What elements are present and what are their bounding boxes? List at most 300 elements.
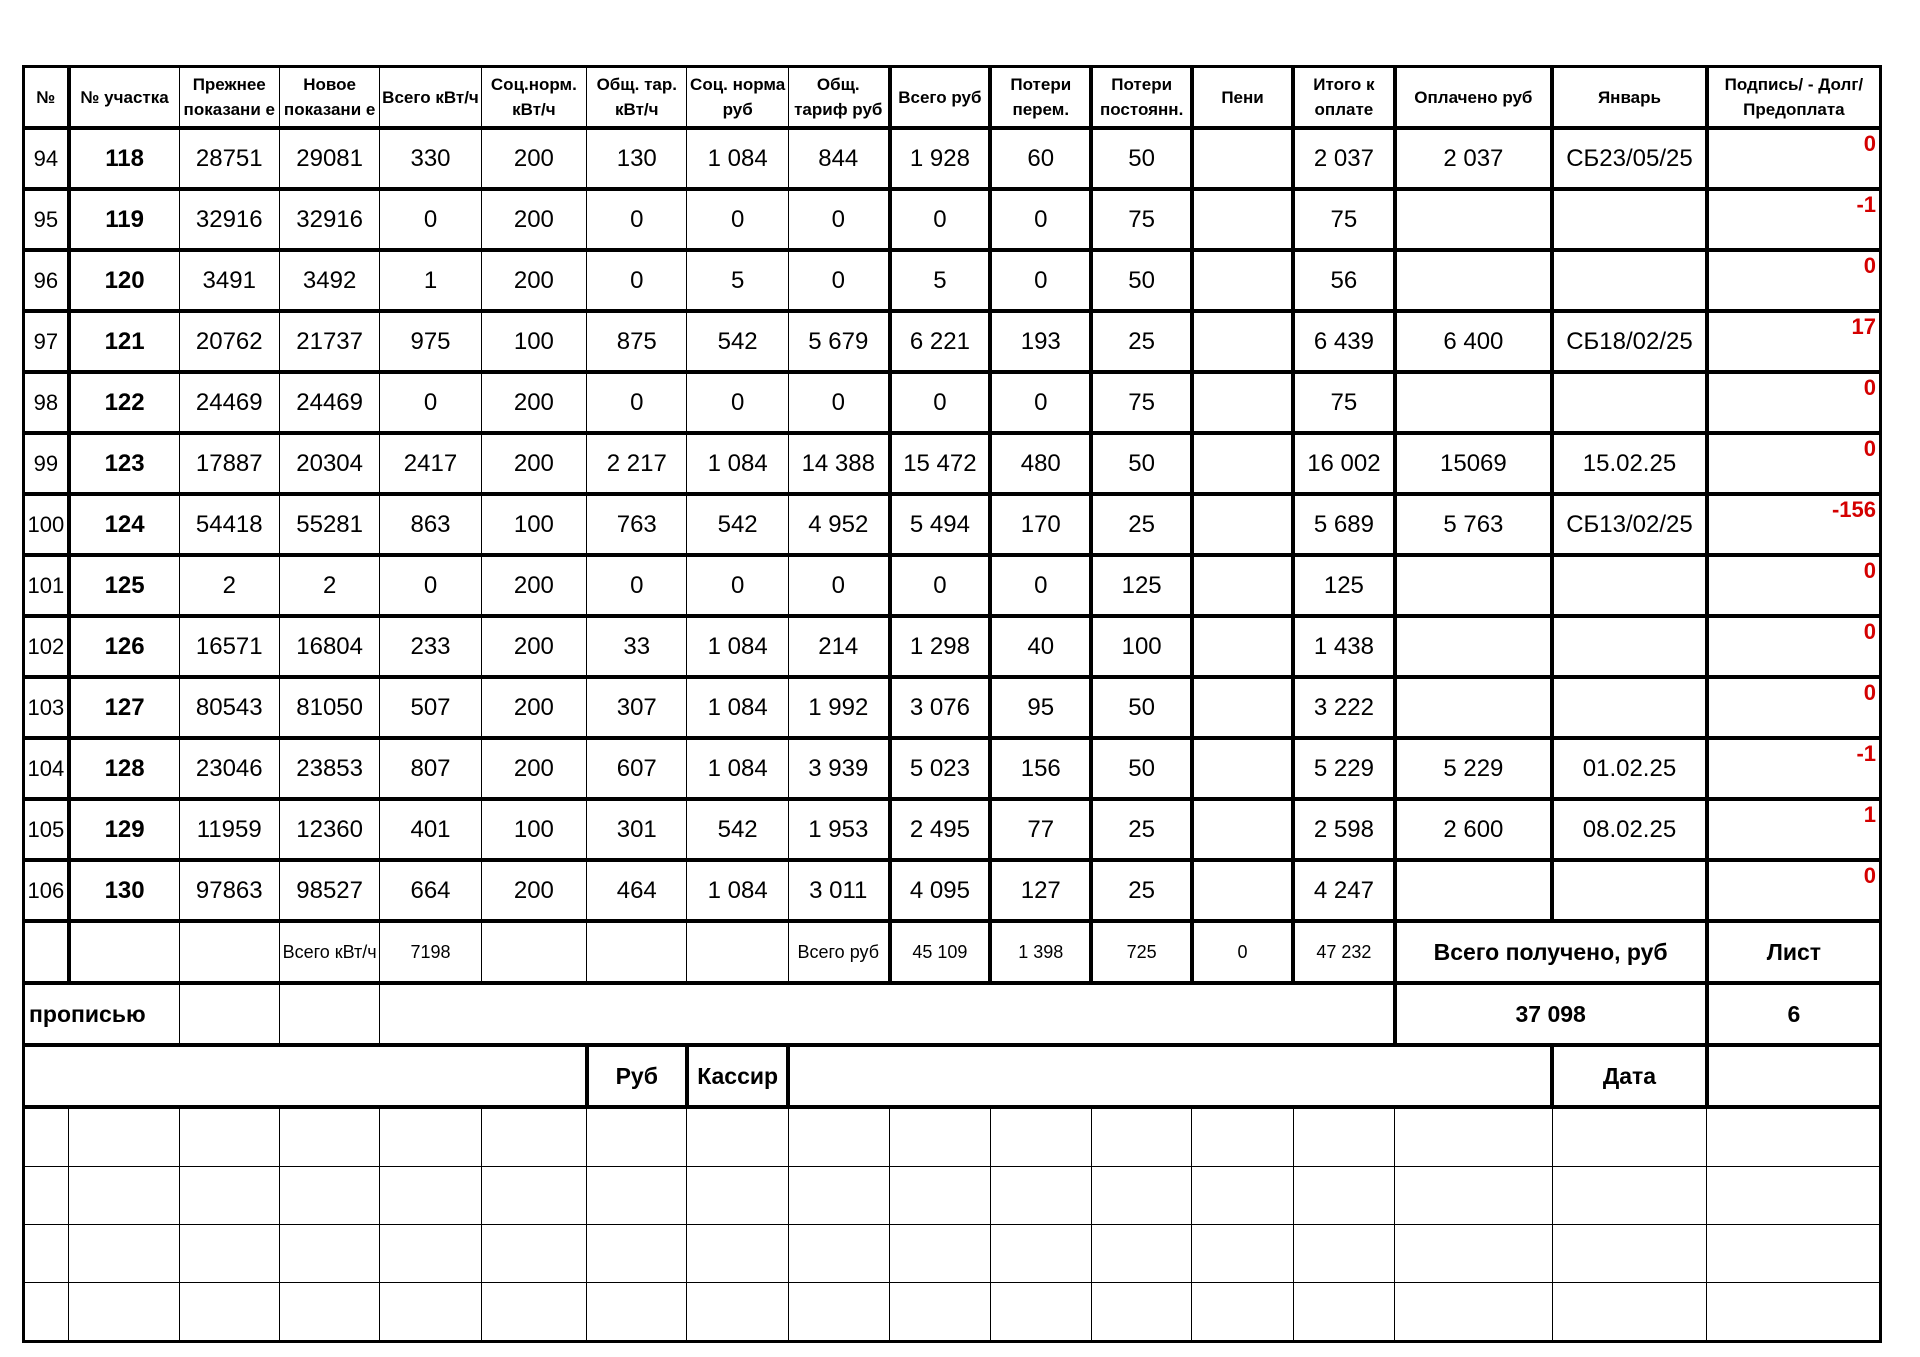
cell-gen-rub: 1 992 <box>788 677 889 738</box>
cell-loss-const: 50 <box>1091 128 1191 189</box>
balance-value: -1 <box>1856 192 1876 217</box>
empty-row <box>24 1225 1881 1283</box>
cashier-label: Кассир <box>687 1045 788 1107</box>
cell-penalty <box>1192 433 1293 494</box>
cell-balance <box>1707 738 1881 799</box>
empty-cell <box>179 1167 279 1225</box>
table-row <box>24 311 1881 372</box>
cell-soc-rub: 1 084 <box>687 128 788 189</box>
cell-prev: 28751 <box>179 128 279 189</box>
cell-soc-kwh: 200 <box>481 250 586 311</box>
cell-month: 01.02.25 <box>1552 738 1707 799</box>
cell-new: 16804 <box>279 616 379 677</box>
table-row <box>24 250 1881 311</box>
cell-soc-kwh: 200 <box>481 677 586 738</box>
cell-soc-rub: 0 <box>687 372 788 433</box>
cell-balance <box>1707 616 1881 677</box>
empty-cell <box>1192 1225 1293 1283</box>
header-loss-variable: Потери перем. <box>990 67 1091 129</box>
cell-total-kwh: 975 <box>380 311 481 372</box>
cell-penalty <box>1192 738 1293 799</box>
cell-loss-const: 25 <box>1091 311 1191 372</box>
cell-loss-var: 0 <box>990 372 1091 433</box>
cell-plot: 126 <box>69 616 179 677</box>
cell-to-pay: 1 438 <box>1293 616 1394 677</box>
cell-soc-kwh: 200 <box>481 433 586 494</box>
cell-soc-kwh: 200 <box>481 555 586 616</box>
empty-cell <box>990 1107 1091 1167</box>
totals-sheet-label: Лист <box>1707 921 1881 983</box>
cell-paid: 5 229 <box>1395 738 1553 799</box>
empty-cell <box>179 1283 279 1342</box>
cell-new: 98527 <box>279 860 379 921</box>
cell-no: 99 <box>24 433 69 494</box>
empty-cell <box>687 1225 788 1283</box>
empty-cell <box>481 1225 586 1283</box>
table-row <box>24 494 1881 555</box>
empty-cell <box>1293 1107 1394 1167</box>
cell-penalty <box>1192 677 1293 738</box>
cell-new: 20304 <box>279 433 379 494</box>
totals-loss-variable: 1 398 <box>990 921 1091 983</box>
cell-plot: 129 <box>69 799 179 860</box>
balance-value: -156 <box>1831 497 1876 522</box>
empty-cell <box>1192 1283 1293 1342</box>
empty-cell <box>788 1225 889 1283</box>
cell-soc-rub: 542 <box>687 799 788 860</box>
header-penalty: Пени <box>1192 67 1293 129</box>
cell-loss-const: 50 <box>1091 738 1191 799</box>
cell-gen-rub: 0 <box>788 189 889 250</box>
cell-total-rub: 15 472 <box>890 433 990 494</box>
empty-cell <box>890 1225 990 1283</box>
cell-no: 96 <box>24 250 69 311</box>
empty-cell <box>481 1107 586 1167</box>
empty-cell <box>587 1107 687 1167</box>
cell-loss-const: 125 <box>1091 555 1191 616</box>
cell-no: 98 <box>24 372 69 433</box>
cell-new: 23853 <box>279 738 379 799</box>
totals-row <box>24 921 1881 983</box>
cell-loss-var: 0 <box>990 189 1091 250</box>
empty-cell <box>1552 1283 1707 1342</box>
cell-to-pay: 3 222 <box>1293 677 1394 738</box>
header-plot: № участка <box>69 67 179 129</box>
empty-cell <box>788 1283 889 1342</box>
cell-to-pay: 2 037 <box>1293 128 1394 189</box>
empty-cell <box>890 1167 990 1225</box>
cell-balance <box>1707 311 1881 372</box>
cell-total-rub: 5 494 <box>890 494 990 555</box>
cell-to-pay: 75 <box>1293 372 1394 433</box>
cell-no: 95 <box>24 189 69 250</box>
cell-to-pay: 2 598 <box>1293 799 1394 860</box>
cell-balance <box>1707 189 1881 250</box>
cell-total-rub: 3 076 <box>890 677 990 738</box>
table-row <box>24 677 1881 738</box>
cell-total-rub: 0 <box>890 189 990 250</box>
cell-soc-kwh: 200 <box>481 189 586 250</box>
cell-loss-var: 0 <box>990 555 1091 616</box>
cell-no: 100 <box>24 494 69 555</box>
cell-paid: 15069 <box>1395 433 1553 494</box>
cashier-amount-field <box>24 1045 587 1107</box>
empty-cell <box>1091 1225 1191 1283</box>
balance-value: 0 <box>1863 253 1876 278</box>
cell-no: 97 <box>24 311 69 372</box>
empty-cell <box>24 1225 69 1283</box>
balance-value: 0 <box>1863 436 1876 461</box>
date-field <box>1707 1045 1881 1107</box>
empty-row <box>24 1107 1881 1167</box>
empty-cell <box>69 1107 179 1167</box>
cell-gen-kwh: 763 <box>587 494 687 555</box>
cell-balance <box>1707 250 1881 311</box>
table-row <box>24 738 1881 799</box>
cell-gen-rub: 3 939 <box>788 738 889 799</box>
cell-soc-rub: 1 084 <box>687 677 788 738</box>
cell-loss-const: 100 <box>1091 616 1191 677</box>
cell-paid: 6 400 <box>1395 311 1553 372</box>
empty-row <box>24 1283 1881 1342</box>
empty-cell <box>179 1107 279 1167</box>
cell-to-pay: 56 <box>1293 250 1394 311</box>
cell-gen-rub: 14 388 <box>788 433 889 494</box>
cell-total-rub: 0 <box>890 372 990 433</box>
cell-new: 12360 <box>279 799 379 860</box>
empty-cell <box>481 1167 586 1225</box>
empty-cell <box>380 1167 481 1225</box>
empty-cell <box>24 1107 69 1167</box>
cell-loss-const: 50 <box>1091 250 1191 311</box>
cell-balance <box>1707 372 1881 433</box>
cell-month <box>1552 189 1707 250</box>
table-row <box>24 128 1881 189</box>
empty-cell <box>990 1225 1091 1283</box>
cell-month: СБ13/02/25 <box>1552 494 1707 555</box>
cell-prev: 16571 <box>179 616 279 677</box>
cell-gen-kwh: 875 <box>587 311 687 372</box>
cell-penalty <box>1192 616 1293 677</box>
cell-month <box>1552 677 1707 738</box>
cell-prev: 23046 <box>179 738 279 799</box>
cell-plot: 118 <box>69 128 179 189</box>
cell-total-kwh: 401 <box>380 799 481 860</box>
header-social-rub: Соц. норма руб <box>687 67 788 129</box>
cell-plot: 124 <box>69 494 179 555</box>
cell-total-rub: 0 <box>890 555 990 616</box>
empty-cell <box>1192 1107 1293 1167</box>
header-new-reading: Новое показани е <box>279 67 379 129</box>
words-empty <box>179 983 279 1045</box>
amount-in-words-field <box>380 983 1395 1045</box>
cell-balance <box>1707 799 1881 860</box>
cell-plot: 128 <box>69 738 179 799</box>
cell-month: 15.02.25 <box>1552 433 1707 494</box>
cell-gen-rub: 214 <box>788 616 889 677</box>
cell-penalty <box>1192 250 1293 311</box>
empty-cell <box>1395 1167 1553 1225</box>
empty-cell <box>890 1107 990 1167</box>
cell-balance <box>1707 677 1881 738</box>
cell-new: 21737 <box>279 311 379 372</box>
cell-soc-kwh: 200 <box>481 616 586 677</box>
cell-soc-rub: 0 <box>687 189 788 250</box>
cell-total-rub: 1 298 <box>890 616 990 677</box>
empty-cell <box>1707 1225 1881 1283</box>
empty-cell <box>380 1107 481 1167</box>
balance-value: -1 <box>1856 741 1876 766</box>
cell-new: 2 <box>279 555 379 616</box>
cell-gen-kwh: 607 <box>587 738 687 799</box>
table-row <box>24 189 1881 250</box>
amount-in-words-row <box>24 983 1881 1045</box>
balance-value: 0 <box>1863 375 1876 400</box>
cell-month <box>1552 860 1707 921</box>
empty-cell <box>1192 1167 1293 1225</box>
empty-cell <box>69 1167 179 1225</box>
totals-rub-label: Всего руб <box>788 921 889 983</box>
cell-total-kwh: 233 <box>380 616 481 677</box>
empty-cell <box>69 1225 179 1283</box>
cell-gen-kwh: 0 <box>587 250 687 311</box>
totals-kwh-value: 7198 <box>380 921 481 983</box>
empty-cell <box>1707 1107 1881 1167</box>
empty-cell <box>1552 1107 1707 1167</box>
cell-plot: 119 <box>69 189 179 250</box>
cell-soc-kwh: 100 <box>481 799 586 860</box>
empty-cell <box>279 1107 379 1167</box>
balance-value: 17 <box>1851 314 1876 339</box>
cell-total-kwh: 1 <box>380 250 481 311</box>
cell-prev: 80543 <box>179 677 279 738</box>
cell-gen-kwh: 33 <box>587 616 687 677</box>
cell-soc-rub: 542 <box>687 311 788 372</box>
empty-cell <box>1091 1107 1191 1167</box>
empty-cell <box>687 1107 788 1167</box>
cell-soc-rub: 5 <box>687 250 788 311</box>
cell-paid <box>1395 677 1553 738</box>
cell-no: 105 <box>24 799 69 860</box>
cell-plot: 120 <box>69 250 179 311</box>
cell-penalty <box>1192 372 1293 433</box>
header-prev-reading: Прежнее показани е <box>179 67 279 129</box>
cell-soc-rub: 0 <box>687 555 788 616</box>
cell-loss-var: 60 <box>990 128 1091 189</box>
cell-prev: 11959 <box>179 799 279 860</box>
header-general-rub: Общ. тариф руб <box>788 67 889 129</box>
cell-prev: 97863 <box>179 860 279 921</box>
cell-new: 24469 <box>279 372 379 433</box>
cell-new: 81050 <box>279 677 379 738</box>
balance-value: 0 <box>1863 558 1876 583</box>
cell-soc-rub: 1 084 <box>687 433 788 494</box>
empty-cell <box>24 1283 69 1342</box>
empty-cell <box>1091 1167 1191 1225</box>
empty-cell <box>1707 1167 1881 1225</box>
cell-to-pay: 16 002 <box>1293 433 1394 494</box>
empty-cell <box>179 1225 279 1283</box>
cell-balance <box>1707 128 1881 189</box>
cell-total-rub: 6 221 <box>890 311 990 372</box>
cell-total-kwh: 2417 <box>380 433 481 494</box>
totals-empty <box>69 921 179 983</box>
cell-no: 104 <box>24 738 69 799</box>
cell-paid <box>1395 189 1553 250</box>
empty-cell <box>279 1283 379 1342</box>
cell-gen-rub: 1 953 <box>788 799 889 860</box>
cell-soc-rub: 1 084 <box>687 616 788 677</box>
cell-gen-kwh: 2 217 <box>587 433 687 494</box>
cell-loss-var: 156 <box>990 738 1091 799</box>
cell-gen-rub: 844 <box>788 128 889 189</box>
cell-plot: 121 <box>69 311 179 372</box>
header-loss-constant: Потери постоянн. <box>1091 67 1191 129</box>
cell-gen-rub: 0 <box>788 555 889 616</box>
totals-received-label: Всего получено, руб <box>1395 921 1707 983</box>
empty-cell <box>587 1225 687 1283</box>
balance-value: 0 <box>1863 619 1876 644</box>
balance-value: 0 <box>1863 863 1876 888</box>
cell-gen-kwh: 0 <box>587 555 687 616</box>
header-no: № <box>24 67 69 129</box>
cell-penalty <box>1192 555 1293 616</box>
date-label: Дата <box>1552 1045 1707 1107</box>
table-row <box>24 799 1881 860</box>
cell-to-pay: 75 <box>1293 189 1394 250</box>
cell-prev: 54418 <box>179 494 279 555</box>
cell-to-pay: 5 689 <box>1293 494 1394 555</box>
cell-no: 94 <box>24 128 69 189</box>
table-row <box>24 433 1881 494</box>
cell-paid <box>1395 860 1553 921</box>
cell-month <box>1552 555 1707 616</box>
cell-total-kwh: 0 <box>380 555 481 616</box>
cell-balance <box>1707 860 1881 921</box>
cell-loss-var: 95 <box>990 677 1091 738</box>
header-row <box>24 67 1881 129</box>
rub-label: Руб <box>587 1045 687 1107</box>
table-row <box>24 372 1881 433</box>
cell-paid <box>1395 250 1553 311</box>
cell-penalty <box>1192 189 1293 250</box>
totals-rub-value: 45 109 <box>890 921 990 983</box>
cell-month: СБ18/02/25 <box>1552 311 1707 372</box>
cell-soc-kwh: 100 <box>481 311 586 372</box>
cell-paid: 2 037 <box>1395 128 1553 189</box>
empty-cell <box>1293 1225 1394 1283</box>
cell-month: СБ23/05/25 <box>1552 128 1707 189</box>
cell-total-rub: 2 495 <box>890 799 990 860</box>
cell-new: 3492 <box>279 250 379 311</box>
cell-prev: 32916 <box>179 189 279 250</box>
cell-loss-const: 75 <box>1091 189 1191 250</box>
empty-cell <box>788 1167 889 1225</box>
cell-balance <box>1707 555 1881 616</box>
empty-row <box>24 1167 1881 1225</box>
cell-gen-rub: 3 011 <box>788 860 889 921</box>
cell-loss-var: 40 <box>990 616 1091 677</box>
cell-gen-kwh: 464 <box>587 860 687 921</box>
cell-loss-var: 0 <box>990 250 1091 311</box>
cell-penalty <box>1192 494 1293 555</box>
cell-gen-kwh: 307 <box>587 677 687 738</box>
cell-to-pay: 4 247 <box>1293 860 1394 921</box>
cell-paid: 2 600 <box>1395 799 1553 860</box>
empty-cell <box>279 1167 379 1225</box>
cell-no: 106 <box>24 860 69 921</box>
cell-gen-rub: 0 <box>788 372 889 433</box>
empty-cell <box>990 1283 1091 1342</box>
header-month: Январь <box>1552 67 1707 129</box>
header-paid: Оплачено руб <box>1395 67 1553 129</box>
sheet-number: 6 <box>1707 983 1881 1045</box>
totals-empty <box>587 921 687 983</box>
totals-empty <box>179 921 279 983</box>
cell-paid: 5 763 <box>1395 494 1553 555</box>
cell-gen-rub: 4 952 <box>788 494 889 555</box>
cell-new: 55281 <box>279 494 379 555</box>
cell-no: 102 <box>24 616 69 677</box>
cell-soc-rub: 542 <box>687 494 788 555</box>
cell-total-kwh: 863 <box>380 494 481 555</box>
cell-soc-kwh: 200 <box>481 372 586 433</box>
cell-plot: 125 <box>69 555 179 616</box>
cell-month <box>1552 250 1707 311</box>
empty-cell <box>69 1283 179 1342</box>
header-social-kwh: Соц.норм. кВт/ч <box>481 67 586 129</box>
cell-month: 08.02.25 <box>1552 799 1707 860</box>
empty-cell <box>1552 1225 1707 1283</box>
cell-soc-rub: 1 084 <box>687 860 788 921</box>
cell-total-kwh: 507 <box>380 677 481 738</box>
totals-empty <box>24 921 69 983</box>
empty-cell <box>587 1283 687 1342</box>
cell-prev: 3491 <box>179 250 279 311</box>
cell-loss-const: 50 <box>1091 677 1191 738</box>
cell-plot: 127 <box>69 677 179 738</box>
cell-soc-kwh: 200 <box>481 738 586 799</box>
cell-paid <box>1395 555 1553 616</box>
cell-loss-var: 170 <box>990 494 1091 555</box>
cell-gen-rub: 0 <box>788 250 889 311</box>
table-row <box>24 860 1881 921</box>
cashier-name-field <box>788 1045 1552 1107</box>
cell-total-rub: 5 <box>890 250 990 311</box>
cell-gen-kwh: 301 <box>587 799 687 860</box>
cell-balance <box>1707 433 1881 494</box>
cell-loss-var: 193 <box>990 311 1091 372</box>
header-general-kwh: Общ. тар. кВт/ч <box>587 67 687 129</box>
cell-loss-const: 50 <box>1091 433 1191 494</box>
empty-cell <box>380 1225 481 1283</box>
cell-total-rub: 4 095 <box>890 860 990 921</box>
cell-penalty <box>1192 128 1293 189</box>
totals-empty <box>481 921 586 983</box>
header-signature-balance: Подпись/ - Долг/Предоплата <box>1707 67 1881 129</box>
cell-total-rub: 1 928 <box>890 128 990 189</box>
cell-loss-var: 127 <box>990 860 1091 921</box>
cell-paid <box>1395 372 1553 433</box>
cell-no: 103 <box>24 677 69 738</box>
cashier-row <box>24 1045 1881 1107</box>
cell-loss-const: 75 <box>1091 372 1191 433</box>
totals-empty <box>687 921 788 983</box>
in-words-label: прописью <box>24 983 180 1045</box>
cell-to-pay: 125 <box>1293 555 1394 616</box>
cell-total-kwh: 0 <box>380 189 481 250</box>
empty-cell <box>279 1225 379 1283</box>
